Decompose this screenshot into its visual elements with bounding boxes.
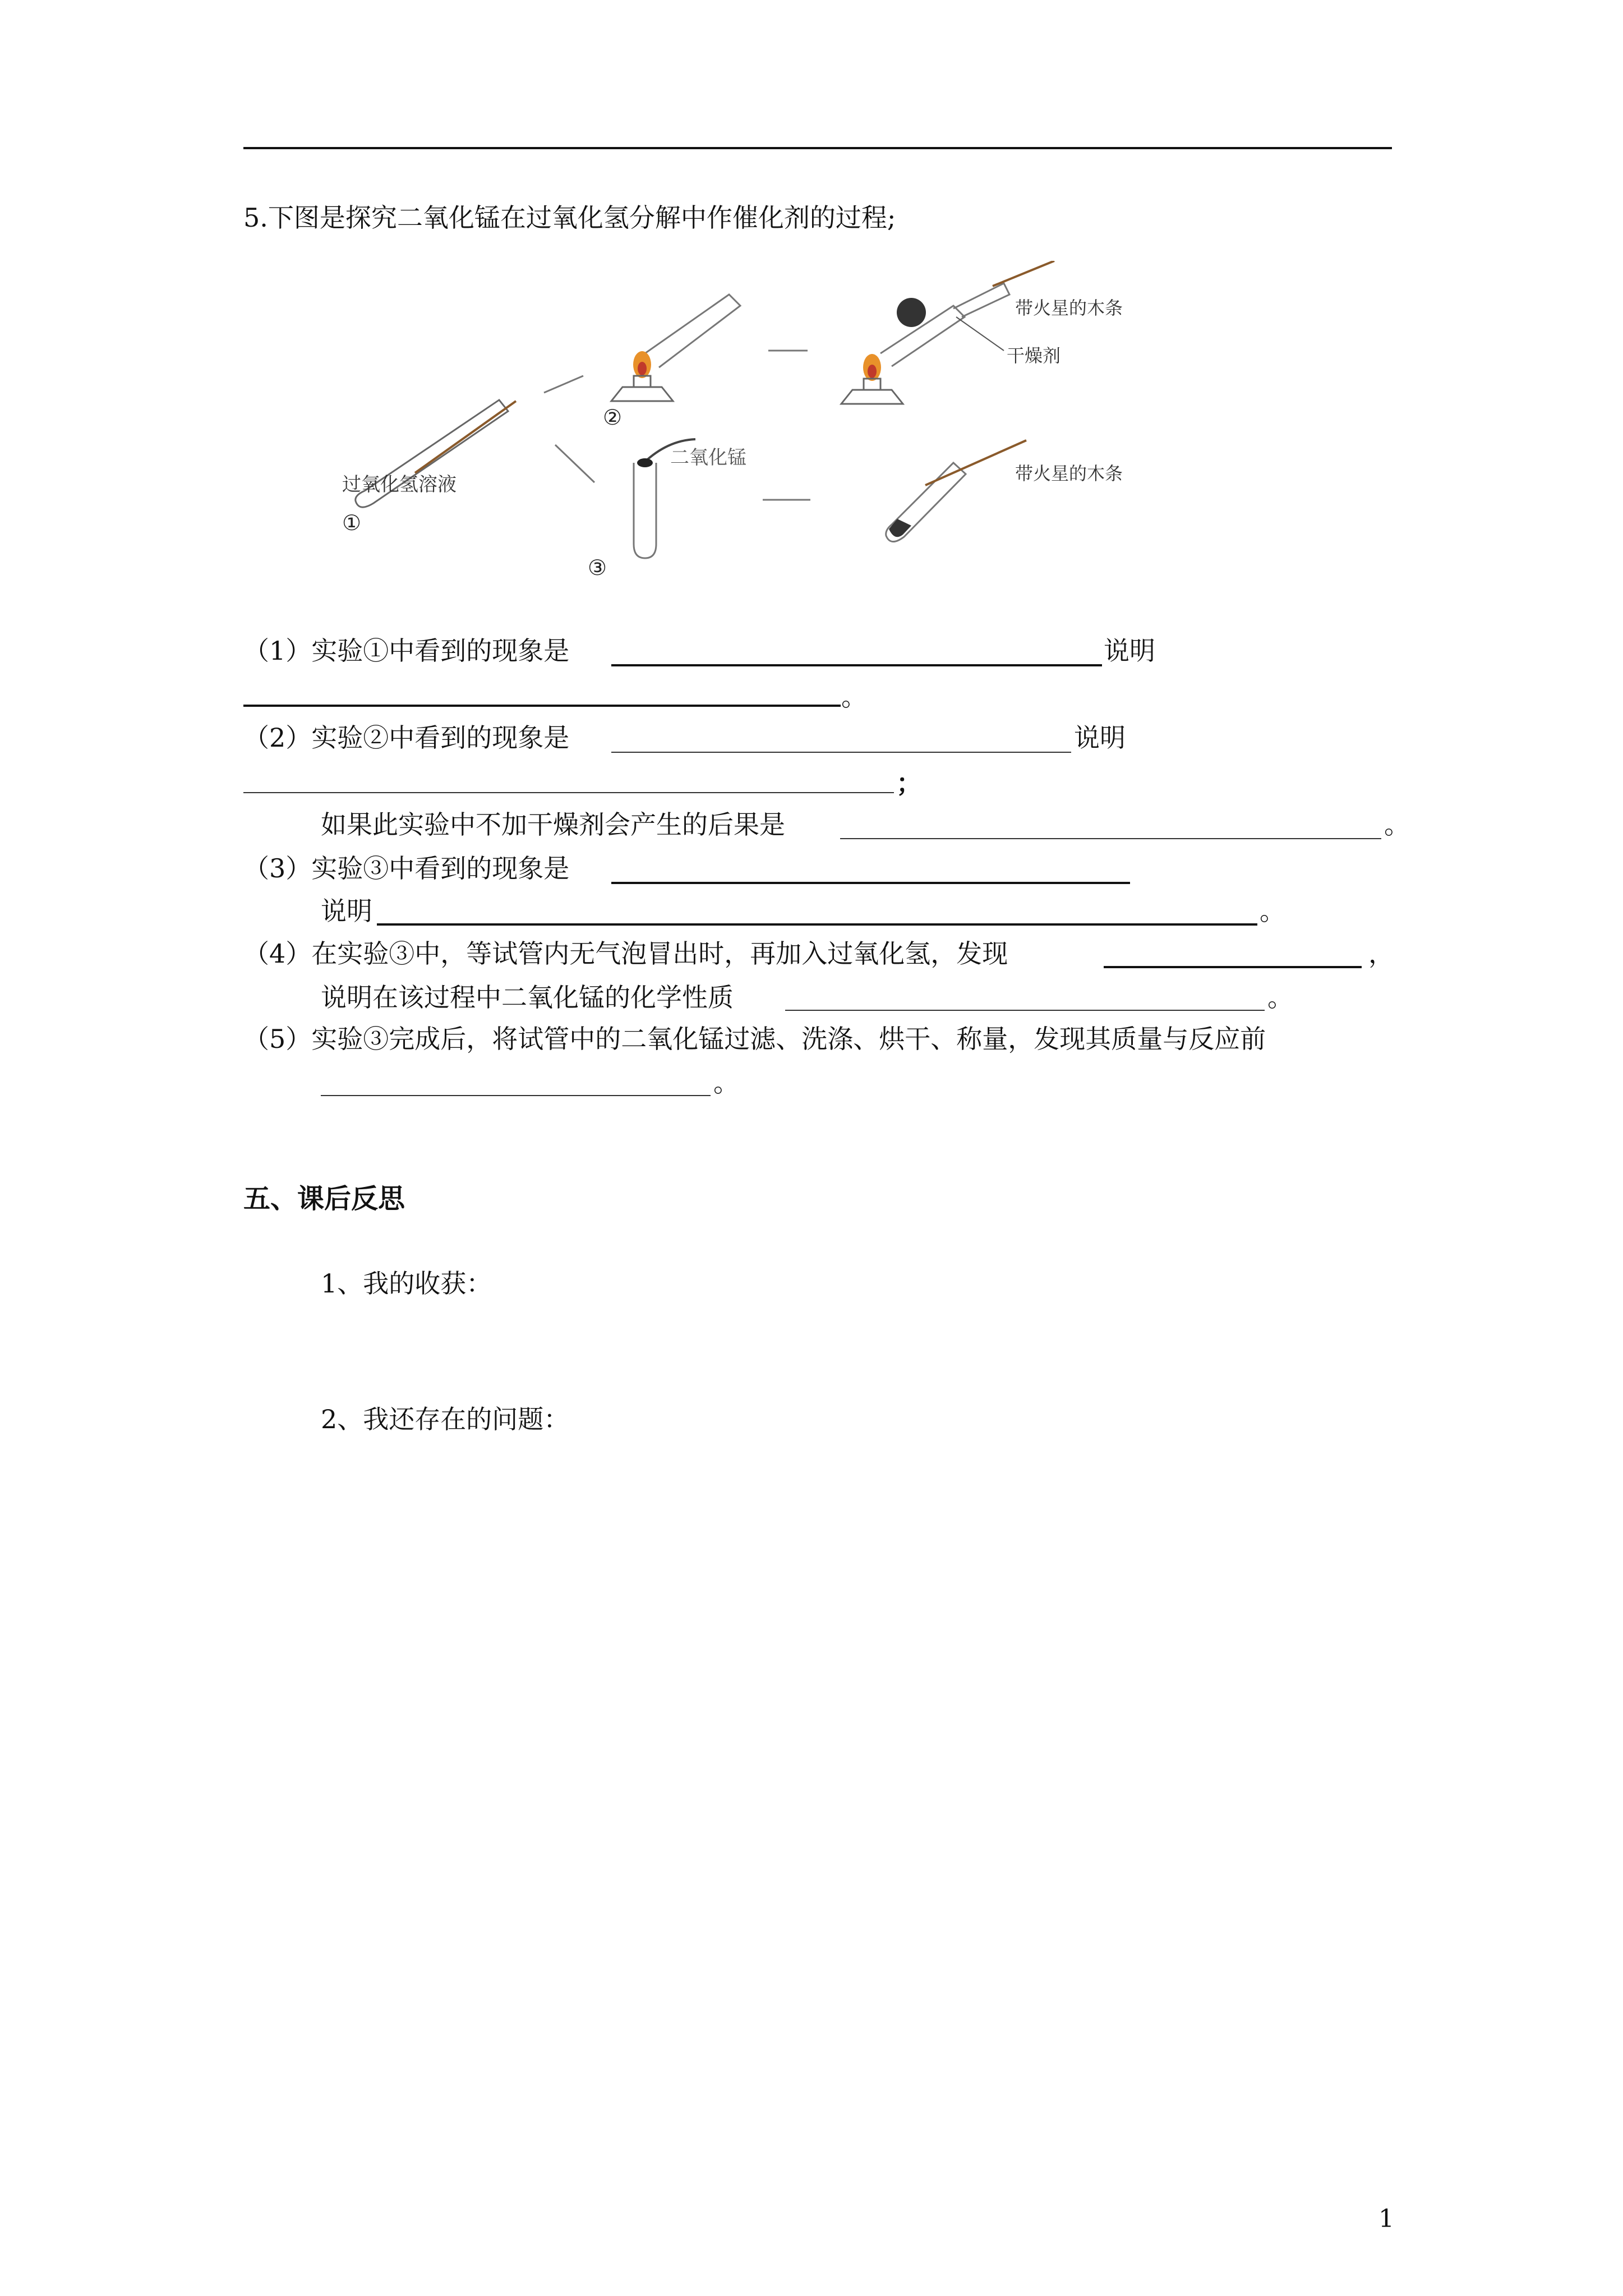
reflection-item-1: 1、我的收获：: [321, 1268, 492, 1299]
q1-mid: 说明: [1104, 636, 1155, 666]
label-num1: ①: [342, 510, 362, 535]
section-heading: 五、课后反思: [243, 1183, 405, 1214]
page-number: 1: [1378, 2205, 1394, 2233]
test-tube-2: [645, 295, 740, 367]
q3-mid: 说明: [321, 896, 372, 926]
q2-mid: 说明: [1074, 723, 1126, 753]
drier-ball: [897, 298, 926, 327]
label-h2o2: 过氧化氢溶液: [342, 473, 457, 496]
q1-answer-blank-2[interactable]: [243, 705, 841, 707]
q2-end: ；: [896, 768, 922, 798]
experiment-figure: [331, 261, 1251, 586]
q3-answer-blank-1[interactable]: [611, 882, 1130, 884]
glowing-splint-1: [415, 401, 516, 473]
q5-line1: （5）实验③完成后，将试管中的二氧化锰过滤、洗涤、烘干、称量，发现其质量与反应前: [243, 1024, 1266, 1054]
q2b-end: 。: [1384, 809, 1410, 840]
label-splint-top: 带火星的木条: [1015, 297, 1123, 319]
question-title: 5.下图是探究二氧化锰在过氧化氢分解中作催化剂的过程;: [243, 203, 896, 233]
q5-end: 。: [713, 1068, 739, 1098]
q4-answer-blank-1[interactable]: [1104, 966, 1362, 968]
q3-answer-blank-2[interactable]: [377, 923, 1257, 926]
q4-line1-end: ，: [1368, 938, 1394, 969]
q4-answer-blank-2[interactable]: [785, 1010, 1265, 1011]
label-num3: ③: [588, 555, 607, 580]
q2b-prefix: 如果此实验中不加干燥剂会产生的后果是: [321, 809, 785, 840]
alcohol-lamp-2: [611, 351, 673, 401]
q5-answer-blank[interactable]: [321, 1095, 711, 1096]
q3-prefix: （3）实验③中看到的现象是: [243, 853, 570, 884]
arrow-1-to-2: [544, 376, 583, 393]
q1-prefix: （1）实验①中看到的现象是: [243, 636, 570, 666]
drier-pointer: [956, 317, 1004, 351]
q1-end: 。: [841, 682, 867, 712]
glowing-splint-3: [925, 440, 1026, 485]
label-mno2: 二氧化锰: [670, 447, 746, 469]
label-splint-bottom: 带火星的木条: [1015, 463, 1123, 484]
q2-answer-blank-2[interactable]: [243, 792, 894, 793]
q2-answer-blank-1[interactable]: [611, 752, 1071, 753]
q4-line1: （4）在实验③中，等试管内无气泡冒出时，再加入过氧化氢，发现: [243, 938, 1008, 969]
label-num2: ②: [603, 405, 623, 430]
q1-answer-blank-1[interactable]: [611, 664, 1102, 666]
reflection-item-2: 2、我还存在的问题：: [321, 1404, 570, 1434]
arrow-1-to-3: [555, 445, 594, 482]
q3-end: 。: [1260, 896, 1285, 926]
q4-end: 。: [1267, 982, 1293, 1013]
q2-prefix: （2）实验②中看到的现象是: [243, 723, 570, 753]
alcohol-lamp-right: [841, 354, 903, 404]
label-drier: 干燥剂: [1007, 345, 1061, 366]
header-rule: [243, 147, 1392, 149]
q4-line2: 说明在该过程中二氧化锰的化学性质: [321, 982, 734, 1013]
test-tube-with-drier: [880, 283, 1009, 366]
test-tube-3: [634, 463, 656, 558]
glowing-splint-2: [993, 261, 1054, 286]
q2b-answer-blank[interactable]: [840, 838, 1381, 839]
